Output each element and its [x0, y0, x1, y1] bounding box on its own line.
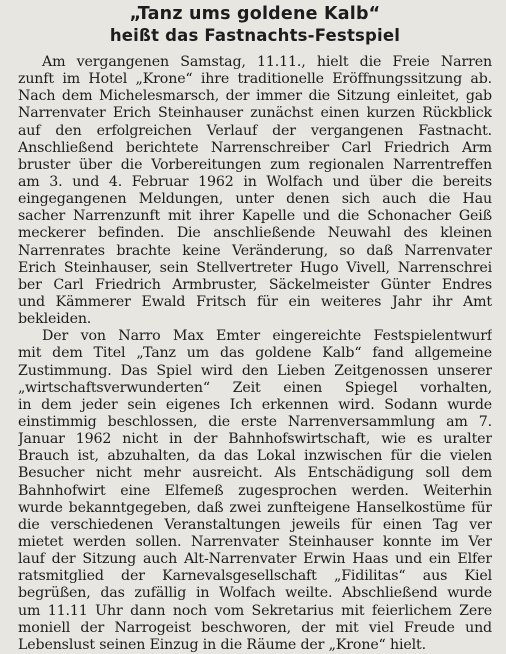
text-line: ber Carl Friedrich Armbruster, Säckelmeister Günter Endres: [18, 276, 492, 293]
text-line: auf den erfolgreichen Verlauf der vergangenen Fastnacht.: [18, 122, 492, 139]
text-line: Brauch ist, abzuhalten, da das Lokal inzwischen für die vielen: [18, 448, 492, 465]
text-line: einstimmig beschlossen, die erste Narrenversammlung am 7.: [18, 413, 492, 430]
text-line: eingegangenen Meldungen, unter denen sich auch die Hau: [18, 191, 492, 208]
text-line: Januar 1962 nicht in der Bahnhofswirtschaft, wie es uralter: [18, 431, 492, 448]
text-line: Der von Narro Max Emter eingereichte Festspielentwurf: [42, 328, 492, 345]
text-line: Bahnhofwirt eine Elfemeß zugesprochen werden. Weiterhin: [18, 482, 492, 499]
text-line: um 11.11 Uhr dann noch vom Sekretarius mit feierlichem Zere: [18, 602, 492, 619]
text-line: wurde bekanntgegeben, daß zwei zunfteigene Hanselkostüme für: [18, 499, 492, 516]
text-line: in dem jeder sein eigenes Ich erkennen wird. Sodann wurde: [18, 396, 492, 413]
text-line: Anschließend berichtete Narrenschreiber Carl Friedrich Arm: [18, 139, 492, 156]
text-line: und Kämmerer Ewald Fritsch für ein weiteres Jahr ihr Amt: [18, 293, 492, 310]
text-line: Zustimmung. Das Spiel wird den Lieben Zeitgenossen unserer: [18, 362, 492, 379]
text-line: die verschiedenen Veranstaltungen jeweils für einen Tag ver: [18, 516, 492, 533]
text-line: begrüßen, das zufällig in Wolfach weilte. Abschließend wurde: [18, 585, 492, 602]
text-line: Narrenrates brachte keine Veränderung, so daß Narrenvater: [18, 242, 492, 259]
headline-line-1: „Tanz ums goldene Kalb“: [129, 4, 381, 24]
text-line: lauf der Sitzung auch Alt-Narrenvater Erwin Haas und ein Elfer: [18, 551, 492, 568]
headline-line-2: heißt das Fastnachts-Festspiel: [109, 26, 401, 45]
text-line: „wirtschaftsverwunderten“ Zeit einen Spiegel vorhalten,: [18, 379, 492, 396]
text-line: sacher Narrenzunft mit ihrer Kapelle und die Schonacher Geiß: [18, 208, 492, 225]
text-line: mit dem Titel „Tanz um das goldene Kalb“ fand allgemeine: [18, 345, 492, 362]
text-line: Erich Steinhauser, sein Stellvertreter Hugo Vivell, Narrenschrei: [18, 259, 492, 276]
text-line: moniell der Narrogeist beschworen, der mit viel Freude und: [18, 619, 492, 636]
text-line: Narrenvater Erich Steinhauser zunächst einen kurzen Rückblick: [18, 105, 492, 122]
article-headline: [18, 4, 492, 46]
paragraph-2: [18, 328, 492, 654]
text-line: bruster über die Vorbereitungen zum regionalen Narrentreffen: [18, 156, 492, 173]
text-line: mietet werden sollen. Narrenvater Steinhauser konnte im Ver: [18, 533, 492, 550]
text-line: Am vergangenen Samstag, 11.11., hielt die Freie Narren: [42, 54, 492, 70]
article-body: [18, 54, 492, 654]
text-line: bekleiden.: [18, 311, 92, 328]
text-line: am 3. und 4. Februar 1962 in Wolfach und über die bereits: [18, 173, 492, 190]
text-line: ratsmitglied der Karnevalsgesellschaft „Fidilitas“ aus Kiel: [18, 568, 492, 585]
text-line: zunft im Hotel „Krone“ ihre traditionelle Eröffnungssitzung ab.: [18, 71, 492, 88]
text-line: meckerer befinden. Die anschließende Neuwahl des kleinen: [18, 225, 492, 242]
paragraph-1: [18, 54, 492, 328]
text-line: Besucher nicht mehr ausreicht. Als Entschädigung soll dem: [18, 465, 492, 482]
text-line: Nach dem Michelesmarsch, der immer die Sitzung einleitet, gab: [18, 88, 492, 105]
text-line: Lebenslust seinen Einzug in die Räume der „Krone“ hielt.: [18, 636, 426, 653]
